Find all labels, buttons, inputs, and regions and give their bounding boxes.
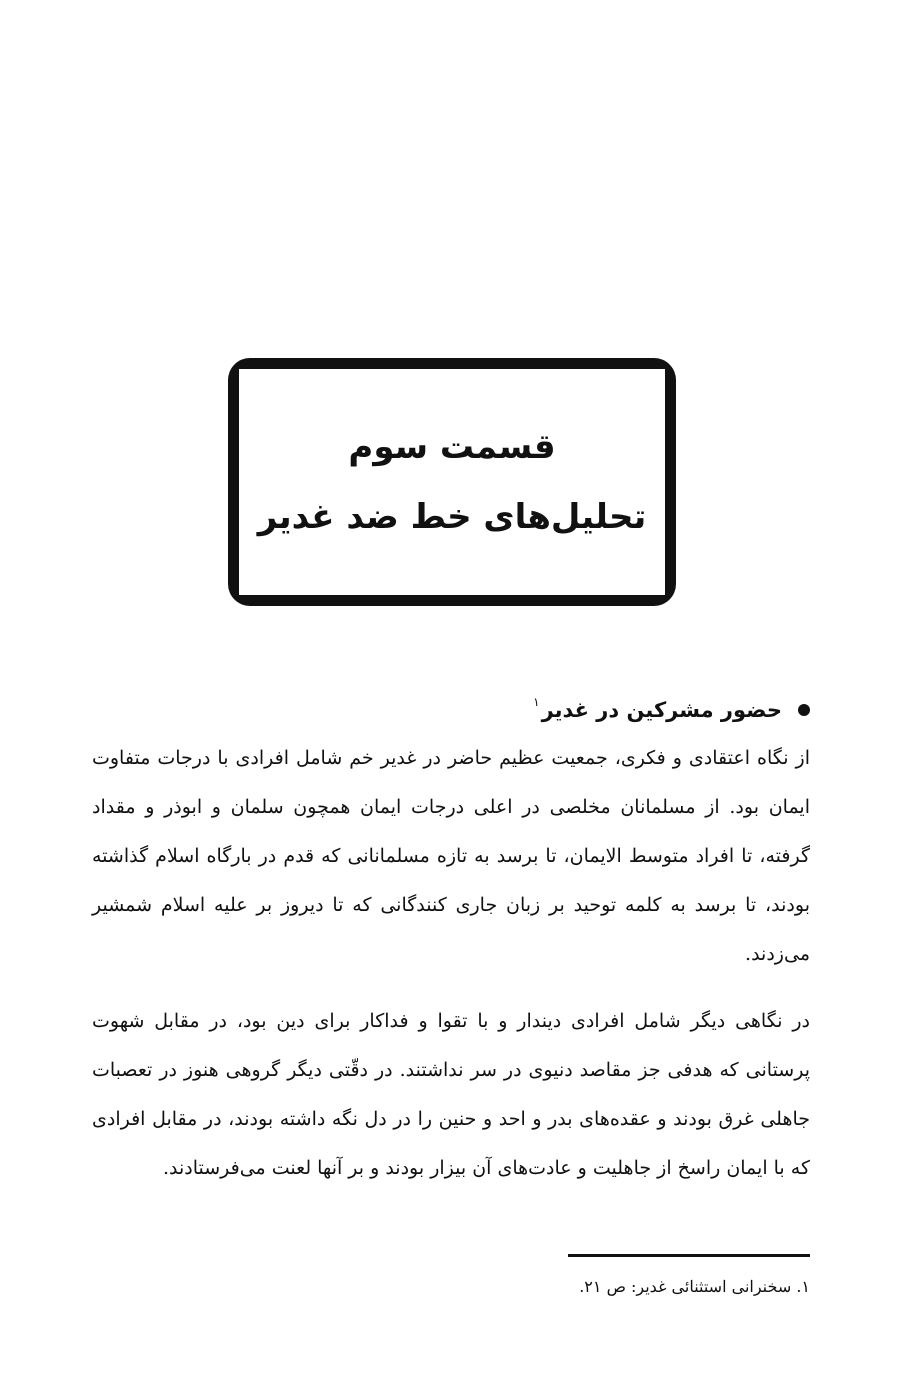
title-box (238, 368, 666, 596)
bullet-icon (798, 704, 810, 716)
footnote-divider (568, 1254, 810, 1257)
part-title: قسمت سوم (348, 427, 556, 467)
footnote-reference: ۱ (533, 695, 540, 709)
section-heading (92, 690, 810, 730)
section-heading-text: حضور مشرکین در غدیر (541, 698, 782, 722)
paragraph-1: از نگاه اعتقادی و فکری، جمعیت عظیم حاضر در غدیر خم شامل افرادی با درجات متفاوت ایمان بود. از مسلمانان مخلصی در اعلی درجات ایمان همچون سلمان و ابوذر و مقداد گرفته، تا افراد متوسط الایمان، تا برسد به تازه مسلمانانی که قدم در بارگاه اسلام گذاشته بودند، تا برسد به کلمه توحید بر زبان جاری کنندگانی که تا دیروز بر علیه اسلام شمشیر می‌زدند. (92, 747, 810, 965)
footnote-text: ۱. سخنرانی استثنائی غدیر: ص ۲۱. (579, 1277, 810, 1296)
section-body (92, 690, 810, 1193)
paragraph-2: در نگاهی دیگر شامل افرادی دیندار و با تقوا و فداکار برای دین بود، در مقابل شهوت پرستانی که هدفی جز مقاصد دنیوی در سر نداشتند. در دقّتی دیگر گروهی هنوز در تعصبات جاهلی غرق بودند و عقده‌های بدر و احد و حنین را در دل نگه داشته بودند، در مقابل افرادی که با ایمان راسخ از جاهلیت و عادت‌های آن بیزار بودند و بر آنها لعنت می‌فرستادند. (92, 1010, 810, 1179)
part-subtitle: تحلیل‌های خط ضد غدیر (257, 497, 647, 537)
